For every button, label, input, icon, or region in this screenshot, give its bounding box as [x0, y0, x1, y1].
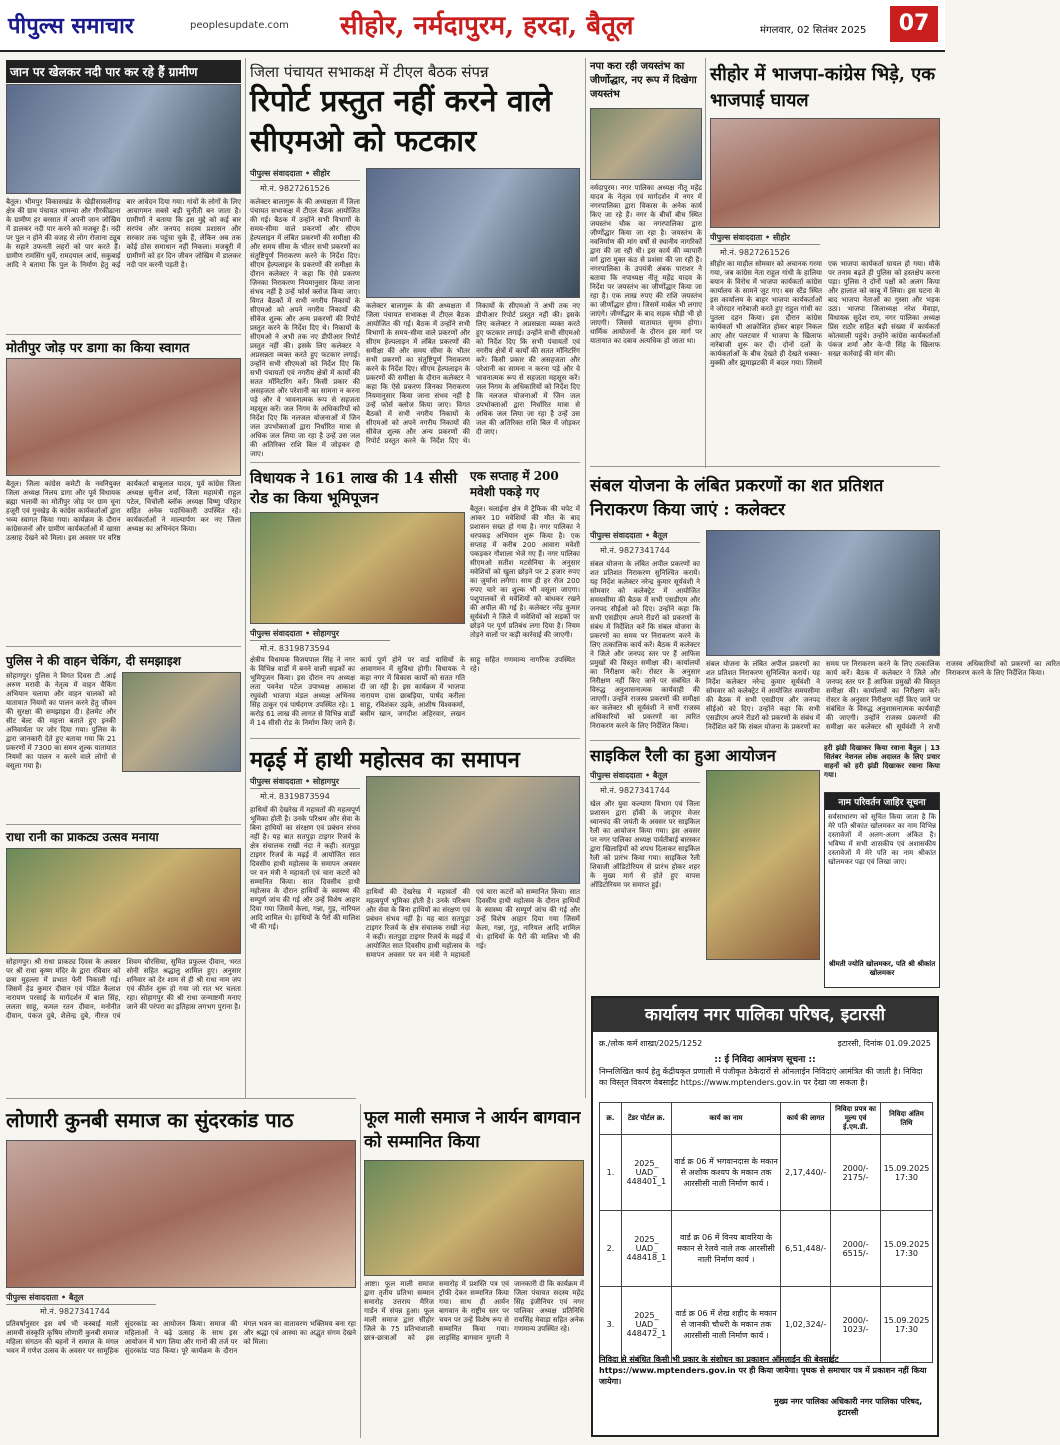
name-change-notice	[824, 792, 940, 988]
tender-table	[599, 1102, 933, 1363]
notice-body: सर्वसाधारण को सूचित किया जाता है कि मेरे पति श्रीकांत खोलमकर का नाम विभिन्न दस्तावेजों में अलग-अलग अंकित है। भविष्य में सभी शासकीय एवं अशासकीय दस्तावेजों में मेरे पति का नाम श्रीकांत खोलमकर पढ़ा एवं लिखा जाए।	[828, 813, 936, 866]
cell-portal: 2025_ UAD_ 448418_1	[621, 1211, 671, 1287]
divider	[6, 1098, 356, 1099]
aryan-honored-photo	[364, 1160, 584, 1276]
cell-portal: 2025_ UAD_ 448401_1	[621, 1135, 671, 1211]
bhoomipujan-photo	[250, 512, 465, 624]
radha-rani-photo	[6, 848, 241, 954]
article-body-jaistambh: नर्मदापुरम। नगर पालिका अध्यक्ष नीतू महेंद्र यादव के नेतृत्व एवं मार्गदर्शन में नगर में नगरपालिका द्वारा विकास के अनेक कार्य किए जा रहे हैं। नगर के बीचों बीच स्थित जयस्तंभ चौक का नगरपालिका द्वारा जीर्णोद्धार किया जा रहा है। जयस्तंभ के नवनिर्माण की मांग वर्षों से स्थानीय नागरिकों द्वारा की जा रही थी। इस कार्य की व्यापारी वर्ग द्वारा मुक्त कंठ से प्रशंसा की जा रही है। नगरपालिका के उपयंत्री अंबक पाराशर ने बताया कि नपाध्यक्ष नीतू महेंद्र यादव के निर्देश पर जयस्तंभ का जीर्णोद्धार किया जा रहा है। एक लाख रुपए की राशि जयस्तंभ का जीर्णोद्धार होगा। जिसमें मार्बल भी लगाए जाएंगे। जीर्णोद्धार के बाद सड़क चौड़ी भी हो जाएगी। जिससे यातायात सुगम होगा। धार्मिक आयोजनों के दौरान इस मार्ग पर यातायात का दबाव अत्यधिक हो जाता था।	[590, 184, 702, 345]
headline-radha-rani: राधा रानी का प्राकट्य उत्सव मनाया	[6, 830, 159, 844]
table-row	[600, 1211, 933, 1287]
article-body-aryan-honored: आष्टा। फूल माली समाज द्वारा तृतीय प्रतिभा सम्मान समारोह उत्तराय मैरिज गार्डन में संपन्न हुआ। फूल माली समाज द्वारा सीहोर जिले के 75 प्रतिभाशाली छात्र-छात्राओं को इस समारोह में प्रशस्ति पत्र एवं ट्रॉफी देकर सम्मानित किया गया। साथ ही आर्यन बागवान के राष्ट्रीय स्तर पर चयन पर उन्हें विशेष रूप से सम्मानित किया गया। लाड़सिंह बागवान मुगली ने जानकारी दी कि कार्यक्रम में जिला पंचायत सदस्य महेंद्र सिंह इंजीनियर एवं नगर पालिका अध्यक्ष प्रतिनिधि रायसिंह मेवाड़ा सहित अनेक गणमान्य उपस्थित रहे।	[364, 1280, 584, 1342]
vehicle-checking-photo	[122, 672, 241, 772]
th-sno: क्र.	[600, 1103, 622, 1135]
byline-clash: पीपुल्स संवाददाता • सीहोर	[710, 232, 820, 245]
cell-sno: 2.	[600, 1211, 622, 1287]
mobile-cycle-rally: मो.नं. 9827341744	[600, 786, 670, 795]
cell-portal: 2025_ UAD_ 448472_1	[621, 1287, 671, 1363]
tender-table-header	[600, 1103, 933, 1135]
article-body-cattle-caught: बैतूल। चलाईना क्षेत्र में ट्रैफिक की चपेट में आकर 10 मवेशियों की मौत के बाद प्रशासन सख्त हो गया है। नगर पालिका ने धरपकड़ अभियान शुरू किया है। एक सप्ताह में करीब 200 आवारा मवेशी पकड़कर गौशाला भेजे गए हैं। नगर पालिका सीएमओ सतीश मटसेनिया के अनुसार मवेशियों को खुला छोड़ने पर 2 हजार रुपए का जुर्माना लगेगा। साथ ही हर रोज 200 रुपए चारे का शुल्क भी वसूला जाएगा। पशुपालकों से मवेशियों को बांधकर रखने की अपील की गई है। कलेक्टर नरेंद्र कुमार सूर्यवंशी ने जिले में मवेशियों को सड़कों पर छोड़ने पर पूर्ण प्रतिबंध लगा दिया है। नियम तोड़ने वालों पर कड़ी कार्रवाई की जाएगी।	[470, 505, 580, 639]
article-body-clash: सीहोर का माहौल सोमवार को अचानक गरमा गया, जब कांग्रेस नेता राहुल गांधी के हालिया बयान के विरोध में भाजपा कार्यकर्ता कांग्रेस कार्यालय के सामने जुट गए। बस स्टैंड स्थित इस कार्यालय के बाहर भाजपा कार्यकर्ताओं ने जोरदार नारेबाजी करते हुए राहुल गांधी का पुतला दहन किया। इस दौरान कांग्रेस कार्यकर्ता भी आक्रोशित होकर बाहर निकल आए और पलटवार में भाजपा के खिलाफ नारेबाजी शुरू कर दी। दोनों दलों के कार्यकर्ताओं के बीच देखते ही देखते धक्का-मुक्की और झूमाझटकी में बदल गया। जिसमें एक भाजपा कार्यकर्ता घायल हो गया। मौके पर तनाव बढ़ते ही पुलिस को हस्तक्षेप करना पड़ा। पुलिस ने दोनों पक्षों को अलग किया और हालात को काबू में लिया। इस घटना के बाद भाजपा नेताओं का गुस्सा और भड़क उठा। भाजपा जिलाध्यक्ष नरेश मेवाड़ा, विधायक सुदेश राय, नगर पालिका अध्यक्ष प्रिंस राठौर सहित बड़ी संख्या में कार्यकर्ता कोतवाली पहुंचे। उन्होंने कांग्रेस कार्यकर्ताओं पंकज शर्मा और के-पी सिंह के खिलाफ सख्त कार्रवाई की मांग की।	[710, 260, 940, 367]
page-number: 07	[890, 6, 938, 42]
column-rule	[360, 1104, 361, 1438]
cell-fee: 2000/- 2175/-	[831, 1135, 881, 1211]
column-rule	[585, 58, 586, 1098]
cell-last-date: 15.09.2025 17:30	[880, 1211, 932, 1287]
newspaper-logo: पीपुल्स समाचार	[8, 13, 134, 39]
headline-cycle-rally: साइकिल रैली का हुआ आयोजन	[590, 746, 776, 765]
article-body-radha-rani: सोहागपुर। श्री राधा प्राकट्य दिवस के अवसर पर श्री राधा कृष्ण मंदिर के द्वारा रविवार को छत्रा मुहल्ला में प्रभात फेरी निकाली गई। जिसमें हेड कुमार दीवान एवं पंडित कैलाश नारायण परसाई के मार्गदर्शन में बाल सिंह, ललता साहू, कमल रतन दीवान, मनोनीत दीवान, पंकज दुबे, शैलेन्द्र दुबे, नीरज एवं शिवम चौरसिया, सुमित प्रफुल्ल दीवान, भरत सोनी सहित श्रद्धालु शामिल हुए। अनुसार शनिवार को देर शाम से ही श्री राधा नाम जप एवं कीर्तन शुरू हो गया जो रात भर चलता रहा। सोहागपुर की श्री राधा जन्माष्टमी मनाए जाने की परंपरा का इतिहास लगभग पुराना है।	[6, 958, 241, 1020]
cell-work: वार्ड क्र 06 में शेख शहीद के मकान से जानकी चौधरी के मकान तक आरसीसी नाली निर्माण कार्य ।	[671, 1287, 780, 1363]
cycle-rally-photo	[706, 770, 820, 960]
column-rule	[245, 58, 246, 1098]
article-body-sambal-1: संबल योजना के लंबित अपील प्रकरणों का शत प्रतिशत निराकरण सुनिश्चित करायें। यह निर्देश कलेक्टर नरेन्द्र कुमार सूर्यवंशी ने सोमवार को कलेक्ट्रेट में आयोजित समयसीमा की बैठक में सभी एसडीएम और जनपद सीईओ को दिए। उन्होंने कहा कि सभी एसडीएम अपने रीडरों को प्रकरणों के संबंध में निर्देशित करें कि संबल योजना के प्रकरणों का समय पर निराकरण करने के लिए तत्कालिक कार्य करें। बैठक में कलेक्टर ने जिले और जनपद स्तर पर हैं आफिस प्रमुखों की विस्तृत समीक्षा की। कार्यालयों का निरीक्षण करें। रोस्टर के अनुसार निरीक्षण नहीं किए जाने पर संबंधित के विरुद्ध अनुशासनात्मक कार्यवाही की जाएगी। उन्होंने राजस्व प्रकरणों की समीक्षा कर कलेक्टर श्री सूर्यवंशी ने सभी राजस्व अधिकारियों को प्रकरणों का त्वरित निराकरण करने के लिए निर्देशित किया।	[590, 560, 700, 730]
article-body-river-crossing: बैतूल। भीमपुर विकासखंड के खेड़ीसावलीगढ़ क्षेत्र की ग्राम पंचायत धामन्या और गौरकीढाना के ग्रामीण हर बरसात में अपनी जान जोखिम में डालकर नदी पार करने को मजबूर हैं। नदी पर पुल न होने की वजह से लोग रोजाना ट्यूब के सहारे उफनती लहरों को पार करते हैं। ग्रामीण रामसिंग धुर्वे, रामदयाल आर्य, सकुबाई आदि ने बताया कि पुल के निर्माण हेतु कई बार आवेदन दिया गया। गांवों के लोगों के लिए आवागमन सबसे बड़ी चुनौती बन जाता है। ग्रामीणों ने बताया कि इस मुद्दे को कई बार सरपंच और जनपद सदस्य प्रशासन और सरकार तक पहुंचा चुके हैं, लेकिन अब तक कोई ठोस समाधान नहीं निकला। मजबूरी में ग्रामीणों को हर दिन जीवन जोखिम में डालकर नदी पार करनी पड़ती है।	[6, 198, 241, 269]
edition-date: मंगलवार, 02 सितंबर 2025	[760, 25, 867, 36]
byline-sunderkand: पीपुल्स संवाददाता • बैतूल	[6, 1292, 156, 1305]
tender-footer: निविदा से संबंधित किसी भी प्रकार के संशोधन का प्रकाशन ऑनलाईन की बेवसाईट https://www.mptenders.gov.in पर ही किया जायेगा। पृथक से समाचार पत्र में प्रकाशन नहीं किया जायेगा।	[599, 1355, 927, 1386]
tender-advertisement	[591, 996, 939, 1437]
byline-elephant-festival: पीपुल्स संवाददाता • सोहागपुर	[250, 776, 360, 789]
byline-cmo-rebuke: पीपुल्स संवाददाता • सीहोर	[250, 168, 360, 181]
column-rule	[705, 58, 706, 468]
article-body-bhoomipujan: क्षेत्रीय विधायक विजयपाल सिंह ने नगर के विभिन्न वार्डों में बनने वाली सड़कों का भूमिपूजन किया। इस दौरान नप अध्यक्ष लता पवनेश पटेल उपाध्यक्ष आकाश रघुवंशी भाजपा मंडल अध्यक्ष अभिनव सिंह ठाकुर एवं पार्षदगण उपस्थित रहे। 1 करोड़ 61 लाख की लागत से विभिन्न वार्डों में 14 सीसी रोड के निर्माण किए जाने हैं। कार्य पूर्ण होने पर वार्ड वासियों के आवागमन में सुविधा होगी। विधायक ने कहा नगर में विकास कार्यों को सतत गति दी जा रही है। इस कार्यक्रम में भाजपा नारायण दास छाबड़िया, पार्षद करीला साहू, रविशंकर उइके, आशीष विश्वकर्मा, बसीम खान, जगदीश अहिरवार, लखन साहू सहित गणमान्य नागरिक उपस्थित रहे।	[250, 656, 575, 727]
cell-cost: 1,02,324/-	[781, 1287, 831, 1363]
mobile-sambal: मो.नं. 9827341744	[600, 546, 670, 555]
notice-title: नाम परिवर्तन जाहिर सूचना	[825, 793, 939, 810]
tender-notice-title: :: ई निविदा आमंत्रण सूचना ::	[714, 1055, 816, 1065]
headline-cattle-caught: एक सप्ताह में 200 मवेशी पकड़े गए	[470, 469, 559, 499]
divider	[6, 334, 241, 335]
clash-photo	[710, 118, 940, 228]
welcome-photo	[6, 358, 241, 476]
cell-fee: 2000/- 1023/-	[831, 1287, 881, 1363]
cell-fee: 2000/- 6515/-	[831, 1211, 881, 1287]
byline-bhoomipujan: पीपुल्स संवाददाता • सोहागपुर	[250, 628, 390, 641]
divider	[590, 466, 940, 467]
article-body-cycle-rally: खेल और युवा कल्याण विभाग एवं जिला प्रशासन द्वारा हॉकी के जादूगर मेजर ध्यानचंद की जयंती के अवसर पर साइकिल रैली का आयोजन किया गया। इस अवसर पर नगर पालिका अध्यक्ष पार्वतीबाई बारस्कर द्वारा खिलाड़ियों को शपथ दिलाकर साइकिल रैली को प्रारंभ किया गया। साइकिल रैली शिवाजी ऑडिटोरियम से प्रारंभ होकर शहर के मुख्य मार्ग से होते हुए वापस ऑडिटोरियम पर समाप्त हुई।	[590, 800, 700, 889]
divider	[250, 738, 580, 739]
headline-bjp-congress-clash: सीहोर में भाजपा-कांग्रेस भिड़े, एक भाजपाई घायल	[710, 64, 936, 111]
divider	[6, 824, 241, 825]
cell-last-date: 15.09.2025 17:30	[880, 1135, 932, 1211]
mobile-elephant-festival: मो.नं. 8319873594	[260, 792, 330, 801]
article-body-cmo-rebuke-2: कलेक्टर बालागुरू के की अध्यक्षता में जिला पंचायत सभाकक्ष में टीएल बैठक आयोजित की गई। बैठक में उन्होंने सभी विभागों के समय-सीमा वाले प्रकरणों और सीएम हेल्पलाइन में लंबित प्रकरणों की समीक्षा की और समय सीमा के भीतर सभी प्रकरणों का संतुष्टिपूर्ण निराकरण करने के निर्देश दिए। सीएम हेल्पलाइन के प्रकरणों की समीक्षा के दौरान कलेक्टर ने कहा कि ऐसे प्रकरण जिनका निराकरण नियमानुसार किया जाना संभव नहीं है उन्हें फोर्स क्लोज किया जाए। विगत बैठकों में सभी नगरीय निकायों के सीएमओ को अपने नगरीय निकायों की सीवेज शुल्क और अन्य प्रकरणों की रिपोर्ट प्रस्तुत करने के निर्देश दिए थे। निकायों के सीएमओ ने अभी तक नए डीपीआर रिपोर्ट प्रस्तुत नहीं की। इसके लिए कलेक्टर ने अप्रसन्नता व्यक्त करते हुए फटकार लगाई। उन्होंने सभी सीएमओ को निर्देश दिए कि सभी पंचायतों एवं नगरीय क्षेत्रों में कार्यों की सतत मॉनिटरिंग करें। किसी प्रकार की असहजता और परेशानी का सामना न करना पड़े और वे भावनात्मक रूप से सहजता महसूस करें। जल निगम के अधिकारियों को निर्देश दिए कि नलजल योजनाओं में जिन जल उपभोक्ताओं द्वारा निर्धारित मात्रा से अधिक जल लिया जा रहा है उन्हें उस जल की अतिरिक्त राशि बिल में जोड़कर दी जाए।	[366, 302, 580, 445]
headline-mla-bhoomipujan: विधायक ने 161 लाख की 14 सीसी रोड का किया भूमिपूजन	[250, 469, 458, 507]
byline-sambal: पीपुल्स संवाददाता • बैतूल	[590, 530, 700, 543]
divider	[590, 740, 940, 741]
byline-cycle-rally: पीपुल्स संवाददाता • बैतूल	[590, 770, 700, 783]
tender-ref-date: इटारसी, दिनांक 01.09.2025	[837, 1039, 931, 1048]
cell-sno: 1.	[600, 1135, 622, 1211]
notice-signature: श्रीमती ज्योति खोलमकर, पति श्री श्रीकांत खोलमकर	[828, 960, 936, 977]
kicker-tl-meeting: जिला पंचायत सभाकक्ष में टीएल बैठक संपन्न	[250, 63, 489, 81]
website-link[interactable]: peoplesupdate.com	[190, 20, 289, 31]
article-body-sambal-2: संबल योजना के लंबित अपील प्रकरणों का शत प्रतिशत निराकरण सुनिश्चित करायें। यह निर्देश कलेक्टर नरेन्द्र कुमार सूर्यवंशी ने सोमवार को कलेक्ट्रेट में आयोजित समयसीमा की बैठक में सभी एसडीएम और जनपद सीईओ को दिए। उन्होंने कहा कि सभी एसडीएम अपने रीडरों को प्रकरणों के संबंध में निर्देशित करें कि संबल योजना के प्रकरणों का समय पर निराकरण करने के लिए तत्कालिक कार्य करें। बैठक में कलेक्टर ने जिले और जनपद स्तर पर हैं आफिस प्रमुखों की विस्तृत समीक्षा की। कार्यालयों का निरीक्षण करें। रोस्टर के अनुसार निरीक्षण नहीं किए जाने पर संबंधित के विरुद्ध अनुशासनात्मक कार्यवाही की जाएगी। उन्होंने राजस्व प्रकरणों की समीक्षा कर कलेक्टर श्री सूर्यवंशी ने सभी राजस्व अधिकारियों को प्रकरणों का त्वरित निराकरण करने के लिए निर्देशित किया।	[706, 660, 1060, 731]
th-cost: कार्य की लागत	[781, 1103, 831, 1135]
headline-river-crossing: जान पर खेलकर नदी पार कर रहे हैं ग्रामीण	[6, 60, 241, 83]
tender-signature: मुख्य नगर पालिका अधिकारी नगर पालिका परिषद, इटारसी	[773, 1397, 923, 1417]
tender-ref-no: क्र./लोक कर्म शाखा/2025/1252	[599, 1039, 703, 1048]
divider	[6, 646, 241, 647]
divider	[250, 462, 580, 463]
river-crossing-photo	[6, 84, 241, 194]
headline-elephant-festival: मढ़ई में हाथी महोत्सव का समापन	[250, 747, 520, 773]
article-body-cmo-rebuke-1: कलेक्टर बालागुरू के की अध्यक्षता में जिला पंचायत सभाकक्ष में टीएल बैठक आयोजित की गई। बैठक में उन्होंने सभी विभागों के समय-सीमा वाले प्रकरणों और सीएम हेल्पलाइन में लंबित प्रकरणों की समीक्षा की और समय सीमा के भीतर सभी प्रकरणों का संतुष्टिपूर्ण निराकरण करने के निर्देश दिए। सीएम हेल्पलाइन के प्रकरणों की समीक्षा के दौरान कलेक्टर ने कहा कि ऐसे प्रकरण जिनका निराकरण नियमानुसार किया जाना संभव नहीं है उन्हें फोर्स क्लोज किया जाए। विगत बैठकों में सभी नगरीय निकायों के सीएमओ को अपने नगरीय निकायों की सीवेज शुल्क और अन्य प्रकरणों की रिपोर्ट प्रस्तुत करने के निर्देश दिए थे। निकायों के सीएमओ ने अभी तक नए डीपीआर रिपोर्ट प्रस्तुत नहीं की। इसके लिए कलेक्टर ने अप्रसन्नता व्यक्त करते हुए फटकार लगाई। उन्होंने सभी सीएमओ को निर्देश दिए कि सभी पंचायतों एवं नगरीय क्षेत्रों में कार्यों की सतत मॉनिटरिंग करें। किसी प्रकार की असहजता और परेशानी का सामना न करना पड़े और वे भावनात्मक रूप से सहजता महसूस करें। जल निगम के अधिकारियों को निर्देश दिए कि नलजल योजनाओं में जिन जल उपभोक्ताओं द्वारा निर्धारित मात्रा से अधिक जल लिया जा रहा है उन्हें उस जल की अतिरिक्त राशि बिल में जोड़कर दी जाए।	[250, 198, 360, 458]
article-body-dagga-welcome: बैतूल। जिला कांग्रेस कमेटी के नवनियुक्त जिला अध्यक्ष निलय डागा और पूर्व विधायक ब्रह्मा भलावी का मोतीपुर जोड़ पर ग्राम चूना हजूरी एवं गुनखेड़ के कांग्रेस कार्यकर्ताओं द्वारा भव्य स्वागत किया गया। कार्यक्रम के दौरान कांग्रेसजनों और ग्रामीण कार्यकर्ताओं में खासा उत्साह देखने को मिला। इस अवसर पर वरिष्ठ कार्यकर्ता बाबूलाल यादव, पूर्व कांग्रेस जिला अध्यक्ष सुनील शर्मा, जिला महामंत्री राहुल पटेल, चिचोली ब्लॉक अध्यक्ष विष्णु परिहार सहित अनेक पदाधिकारी उपस्थित रहे। कार्यकर्ताओं ने माल्यार्पण कर नए जिला अध्यक्ष का अभिनंदन किया।	[6, 480, 241, 542]
sambal-meeting-photo	[706, 530, 940, 656]
cell-cost: 6,51,448/-	[781, 1211, 831, 1287]
article-body-elephant-1: हाथियों की देखरेख में महावतों की महत्वपूर्ण भूमिका होती है। उनके परिश्रम और सेवा के बिना हाथियों का संरक्षण एवं प्रबंधन संभव नहीं है। यह बात सतपुड़ा टाइगर रिजर्व के क्षेत्र संचालक राखी नंदा ने कही। सतपुड़ा टाइगर रिजर्व के मढ़ई में आयोजित सात दिवसीय हाथी महोत्सव के समापन अवसर पर वन मंत्री ने महावतों एवं चारा कटरों को सम्मानित किया। सात दिवसीय हाथी महोत्सव के दौरान हाथियों के स्वास्थ्य की सम्पूर्ण जांच की गई और उन्हें विशेष आहार दिया गया जिसमें केला, गन्ना, गुड़, नारियल आदि शामिल थे। हाथियों के पैरों की मालिश भी की गई।	[250, 806, 360, 931]
tender-office-title: कार्यालय नगर पालिका परिषद, इटारसी	[593, 998, 937, 1032]
mobile-cmo-rebuke: मो.नं. 9827261526	[260, 184, 330, 193]
th-last-date: निविदा अंतिम तिथि	[880, 1103, 932, 1135]
mobile-sunderkand: मो.नं. 9827341744	[40, 1307, 110, 1316]
cell-work: वार्ड क्र 06 में भगवानदास के मकान से अशोक कश्यप के मकान तक आरसीसी नाली निर्माण कार्य ।	[671, 1135, 780, 1211]
cell-sno: 3.	[600, 1287, 622, 1363]
headline-sambal-yojana: संबल योजना के लंबित प्रकरणों का शत प्रतिशत निराकरण किया जाएं : कलेक्टर	[590, 476, 884, 520]
elephant-festival-photo	[366, 776, 580, 884]
tl-meeting-photo	[366, 168, 580, 298]
sunderkand-photo	[6, 1140, 356, 1288]
headline-vehicle-checking: पुलिस ने की वाहन चेकिंग, दी समझाइश	[6, 654, 181, 668]
th-portal: टेंडर पोर्टल क्र.	[621, 1103, 671, 1135]
cell-cost: 2,17,440/-	[781, 1135, 831, 1211]
edition-cities: सीहोर, नर्मदापुरम, हरदा, बैतूल	[340, 11, 634, 41]
article-body-vehicle-checking: सोहागपुर। पुलिस ने विगत दिवस टी .आई अरुण मरावी के नेतृत्व में वाहन चैकिंग अभियान चलाया और वाहन चालकों को यातायात नियमों का पालन करने हेतु जीवन की सुरक्षा की समझाइश दी। हेलमेट और सीट बेल्ट की महत्ता बताते हुए इनकी अनिवार्यता पर जोर दिया गया। पुलिस के द्वारा जानकारी देते हुए बताया गया कि 21 प्रकरणों में 7300 का समन शुल्क यातायात नियमों का पालन न करने वाले लोगों से वसूला गया है।	[6, 672, 116, 770]
th-fee: निविदा प्रपत्र का मूल्य एवं ई.एम.डी.	[831, 1103, 881, 1135]
headline-sunderkand: लोणारी कुनबी समाज का सुंदरकांड पाठ	[6, 1108, 294, 1132]
table-row	[600, 1287, 933, 1363]
headline-dagga-welcome: मोतीपुर जोड़ पर डागा का किया स्वागत	[6, 341, 190, 356]
article-body-sunderkand: प्रतिवर्षानुसार इस वर्ष भी कस्बाई माली आमची संस्कृति कृषिय लोणारी कुनबी समाज महिला संगठन की बहनों ने समाज के मंगल भवन में गणेश उत्सव के अवसर पर सामूहिक सुंदरकांड का आयोजन किया। समाज की महिलाओं ने बढ़े उत्साह के साथ इस आयोजन में भाग लिया और गानों की तर्ज पर सुंदरकांड पाठ किया। पूरे कार्यक्रम के दौरान मंगल भवन का वातावरण भक्तिमय बना रहा और श्रद्धा एवं आस्था का अद्भुत संगम देखने को मिला।	[6, 1320, 356, 1355]
side-note-lok-adalat: हरी झंडी दिखाकर किया रवाना बैतूल | 13 सितंबर नेशनल लोक अदालत के लिए प्रचार वाहनों को हरी झंडी दिखाकर रवाना किया गया।	[824, 744, 940, 779]
mobile-bhoomipujan: मो.नं. 8319873594	[260, 644, 330, 653]
cell-work: वार्ड क्र 06 में विनय बावरिया के मकान से रेलवे नाले तक आरसीसी नाली निर्माण कार्य ।	[671, 1211, 780, 1287]
jaistambh-photo	[590, 108, 702, 180]
tender-intro: निम्नलिखित कार्य हेतु केंद्रीयकृत प्रणाली में पंजीकृत ठेकेदारों से ऑनलाईन निविदाएं आमंत्रित की जाती है। निविदा का विस्तृत विवरण वेबसाईट https://www.mptenders.gov.in पर देखा जा सकता है।	[599, 1067, 923, 1087]
cell-last-date: 15.09.2025 17:30	[880, 1287, 932, 1363]
mobile-clash: मो.नं. 9827261526	[720, 248, 790, 257]
headline-jaistambh: नपा करा रही जयस्तंभ का जीर्णोद्धार, नए रूप में दिखेगा जयस्तंभ	[590, 61, 697, 100]
table-row	[600, 1135, 933, 1211]
masthead	[0, 0, 945, 52]
headline-aryan-honored: फूल माली समाज ने आर्यन बागवान को सम्मानित किया	[364, 1108, 581, 1152]
th-work: कार्य का नाम	[671, 1103, 780, 1135]
article-body-elephant-2: हाथियों की देखरेख में महावतों की महत्वपूर्ण भूमिका होती है। उनके परिश्रम और सेवा के बिना हाथियों का संरक्षण एवं प्रबंधन संभव नहीं है। यह बात सतपुड़ा टाइगर रिजर्व के क्षेत्र संचालक राखी नंदा ने कही। सतपुड़ा टाइगर रिजर्व के मढ़ई में आयोजित सात दिवसीय हाथी महोत्सव के समापन अवसर पर वन मंत्री ने महावतों एवं चारा कटरों को सम्मानित किया। सात दिवसीय हाथी महोत्सव के दौरान हाथियों के स्वास्थ्य की सम्पूर्ण जांच की गई और उन्हें विशेष आहार दिया गया जिसमें केला, गन्ना, गुड़, नारियल आदि शामिल थे। हाथियों के पैरों की मालिश भी की गई।	[366, 888, 580, 959]
headline-cmo-rebuke: रिपोर्ट प्रस्तुत नहीं करने वाले सीएमओ को फटकार	[250, 84, 552, 159]
